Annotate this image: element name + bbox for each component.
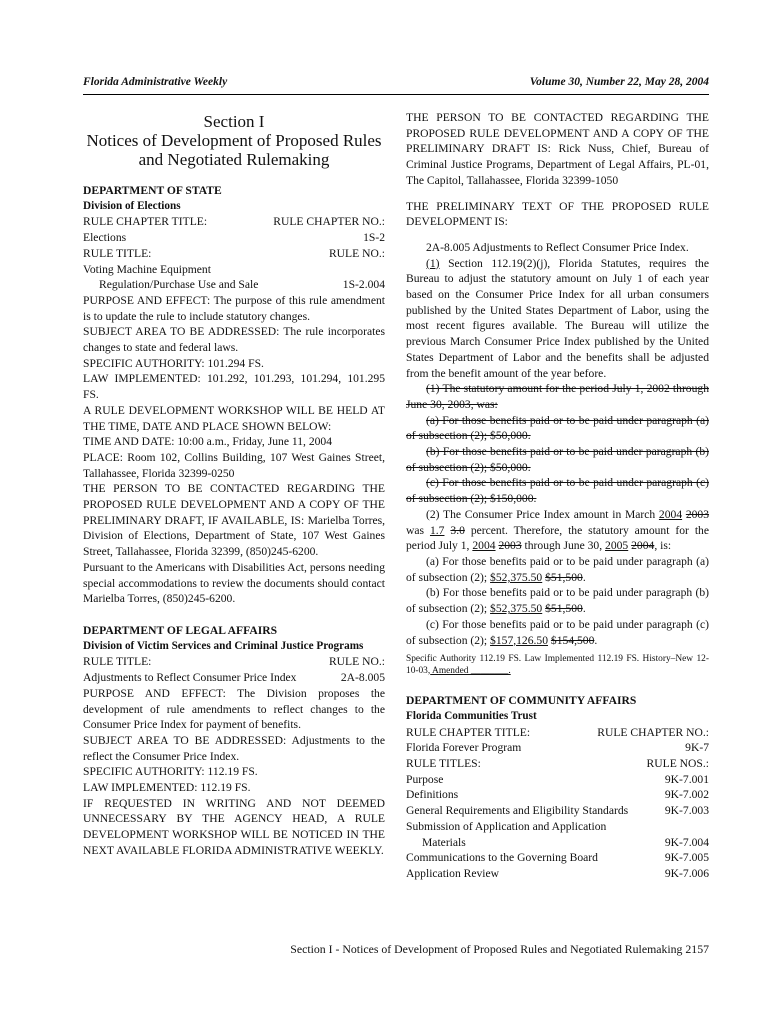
item-c: (c) For those benefits paid or to be paid under paragraph (c) of subsection (2); $157,126.50 $154,500.	[406, 617, 709, 647]
rule-row-2: Adjustments to Reflect Consumer Price Index 2A-8.005	[83, 671, 385, 685]
struck-item-c: (c) For those benefits paid or to be paid under paragraph (c) of subsection (2); $150,000.	[406, 476, 709, 506]
place: PLACE: Room 102, Collins Building, 107 West Gaines Street, Tallahassee, Florida 32399-0250	[83, 450, 385, 480]
specific-authority-2: SPECIFIC AUTHORITY: 112.19 FS.	[83, 765, 258, 779]
contact-person-2: THE PERSON TO BE CONTACTED REGARDING THE PROPOSED RULE DEVELOPMENT AND A COPY OF THE PRELIMINARY DRAFT IS: Rick Nuss, Chief, Bureau of Criminal Justice Programs, Department of Legal Affairs, PL-01, The Capitol, Tallahassee, Florida 32399-1050	[406, 111, 709, 187]
rule-entry: Communications to the Governing Board 9K-7.005	[406, 851, 709, 865]
struck-item-a: (a) For those benefits paid or to be paid under paragraph (a) of subsection (2); $50,000.	[406, 413, 709, 443]
running-header	[83, 76, 709, 95]
subject-area: SUBJECT AREA TO BE ADDRESSED: The rule incorporates changes to state and federal laws.	[83, 325, 385, 355]
dept-state-heading: DEPARTMENT OF STATE	[83, 184, 222, 197]
chapter-label-row: RULE CHAPTER TITLE: RULE CHAPTER NO.:	[83, 215, 385, 229]
history-note: Specific Authority 112.19 FS. Law Implemented 112.19 FS. History–New 12-10-03, Amended ________.	[406, 654, 709, 676]
rule-entry: General Requirements and Eligibility Standards 9K-7.003	[406, 804, 709, 818]
publication-name: Florida Administrative Weekly	[83, 76, 228, 88]
specific-authority: SPECIFIC AUTHORITY: 101.294 FS.	[83, 356, 264, 370]
paragraph-1: (1) Section 112.19(2)(j), Florida Statutes, requires the Bureau to adjust the statutory amount on July 1 of each year based on the Consumer Price Index for all urban consumers published by the United States Department of Labor, using the most recent figures available. The Bureau will utilize the previous March Consumer Price Index published by the United States Department of Labor and the benefits shall be adjusted from the benefit amount of the year before.	[406, 256, 709, 380]
rule-entry: Purpose 9K-7.001	[406, 772, 709, 786]
rule-entry: Materials 9K-7.004	[422, 835, 709, 849]
rule-title-line-1: Voting Machine Equipment	[83, 262, 211, 276]
purpose-effect-2: PURPOSE AND EFFECT: The Division proposes the development of rule amendments to reflect changes to the Consumer Price Index for payment of benefits.	[83, 686, 385, 732]
right-column	[406, 110, 709, 882]
contact-person: THE PERSON TO BE CONTACTED REGARDING THE PROPOSED RULE DEVELOPMENT AND A COPY OF THE PRELIMINARY DRAFT, IF AVAILABLE, IS: Marielba Torres, Division of Elections, Department of State, 107 West Gaines Street, Tallahassee, Florida 32399, (850)245-6200.	[83, 482, 385, 559]
chapter-row: Elections 1S-2	[83, 231, 385, 245]
rule-title-row: Regulation/Purchase Use and Sale 1S-2.004	[99, 278, 385, 292]
workshop-notice: A RULE DEVELOPMENT WORKSHOP WILL BE HELD AT THE TIME, DATE AND PLACE SHOWN BELOW:	[83, 403, 385, 433]
request-notice: IF REQUESTED IN WRITING AND NOT DEEMED UNNECESSARY BY THE AGENCY HEAD, A RULE DEVELOPMENT WORKSHOP WILL BE NOTICED IN THE NEXT AVAILABLE FLORIDA ADMINISTRATIVE WEEKLY.	[83, 796, 385, 857]
item-b: (b) For those benefits paid or to be paid under paragraph (b) of subsection (2); $52,375.50 $51,500.	[406, 586, 709, 616]
purpose-effect: PURPOSE AND EFFECT: The purpose of this rule amendment is to update the rule to include statutory changes.	[83, 293, 385, 323]
law-implemented-2: LAW IMPLEMENTED: 112.19 FS.	[83, 781, 251, 795]
chapter-label-row-3: RULE CHAPTER TITLE: RULE CHAPTER NO.:	[406, 725, 709, 739]
rule-entry-title-line: Submission of Application and Application	[406, 819, 607, 833]
division-elections: Division of Elections	[83, 199, 181, 212]
struck-paragraph-1: (1) The statutory amount for the period July 1, 2002 through June 30, 2003, was:	[406, 382, 709, 411]
division-communities-trust: Florida Communities Trust	[406, 709, 537, 722]
time-date: TIME AND DATE: 10:00 a.m., Friday, June 11, 2004	[83, 435, 333, 449]
ada-notice: Pursuant to the Americans with Disabilities Act, persons needing special accommodations to review the documents should contact Marielba Torres, (850)245-6200.	[83, 560, 385, 606]
dept-legal-heading: DEPARTMENT OF LEGAL AFFAIRS	[83, 623, 278, 637]
struck-item-b: (b) For those benefits paid or to be paid under paragraph (b) of subsection (2); $50,000.	[406, 445, 709, 474]
page-footer: Section I - Notices of Development of Proposed Rules and Negotiated Rulemaking 2157	[290, 942, 709, 956]
left-column	[83, 110, 385, 859]
section-title: Section I Notices of Development of Proposed Rules and Negotiated Rulemaking	[86, 112, 382, 169]
chapter-row-3: Florida Forever Program 9K-7	[406, 741, 709, 755]
rule-label-row-2: RULE TITLE: RULE NO.:	[83, 655, 385, 669]
rule-heading: 2A-8.005 Adjustments to Reflect Consumer Price Index.	[426, 240, 689, 254]
issue-info: Volume 30, Number 22, May 28, 2004	[529, 76, 709, 88]
dept-community-heading: DEPARTMENT OF COMMUNITY AFFAIRS	[406, 694, 637, 708]
paragraph-2: (2) The Consumer Price Index amount in March 2004 2003 was 1.7 3.0 percent. Therefore, the statutory amount for the period July 1, 2004 2003 through June 30, 2005 2004, is:	[406, 507, 710, 553]
rule-label-row: RULE TITLE: RULE NO.:	[83, 246, 385, 260]
law-implemented: LAW IMPLEMENTED: 101.292, 101.293, 101.294, 101.295 FS.	[83, 372, 385, 402]
preliminary-text-heading: THE PRELIMINARY TEXT OF THE PROPOSED RULE DEVELOPMENT IS:	[406, 199, 709, 229]
rule-titles-label-row: RULE TITLES: RULE NOS.:	[406, 757, 709, 771]
rule-entry: Definitions 9K-7.002	[406, 788, 709, 802]
rule-entry: Application Review 9K-7.006	[406, 866, 709, 880]
subject-area-2: SUBJECT AREA TO BE ADDRESSED: Adjustments to the reflect the Consumer Price Index.	[83, 733, 385, 763]
division-victim-services: Division of Victim Services and Criminal Justice Programs	[83, 639, 364, 652]
item-a: (a) For those benefits paid or to be paid under paragraph (a) of subsection (2); $52,375.50 $51,500.	[406, 554, 709, 584]
